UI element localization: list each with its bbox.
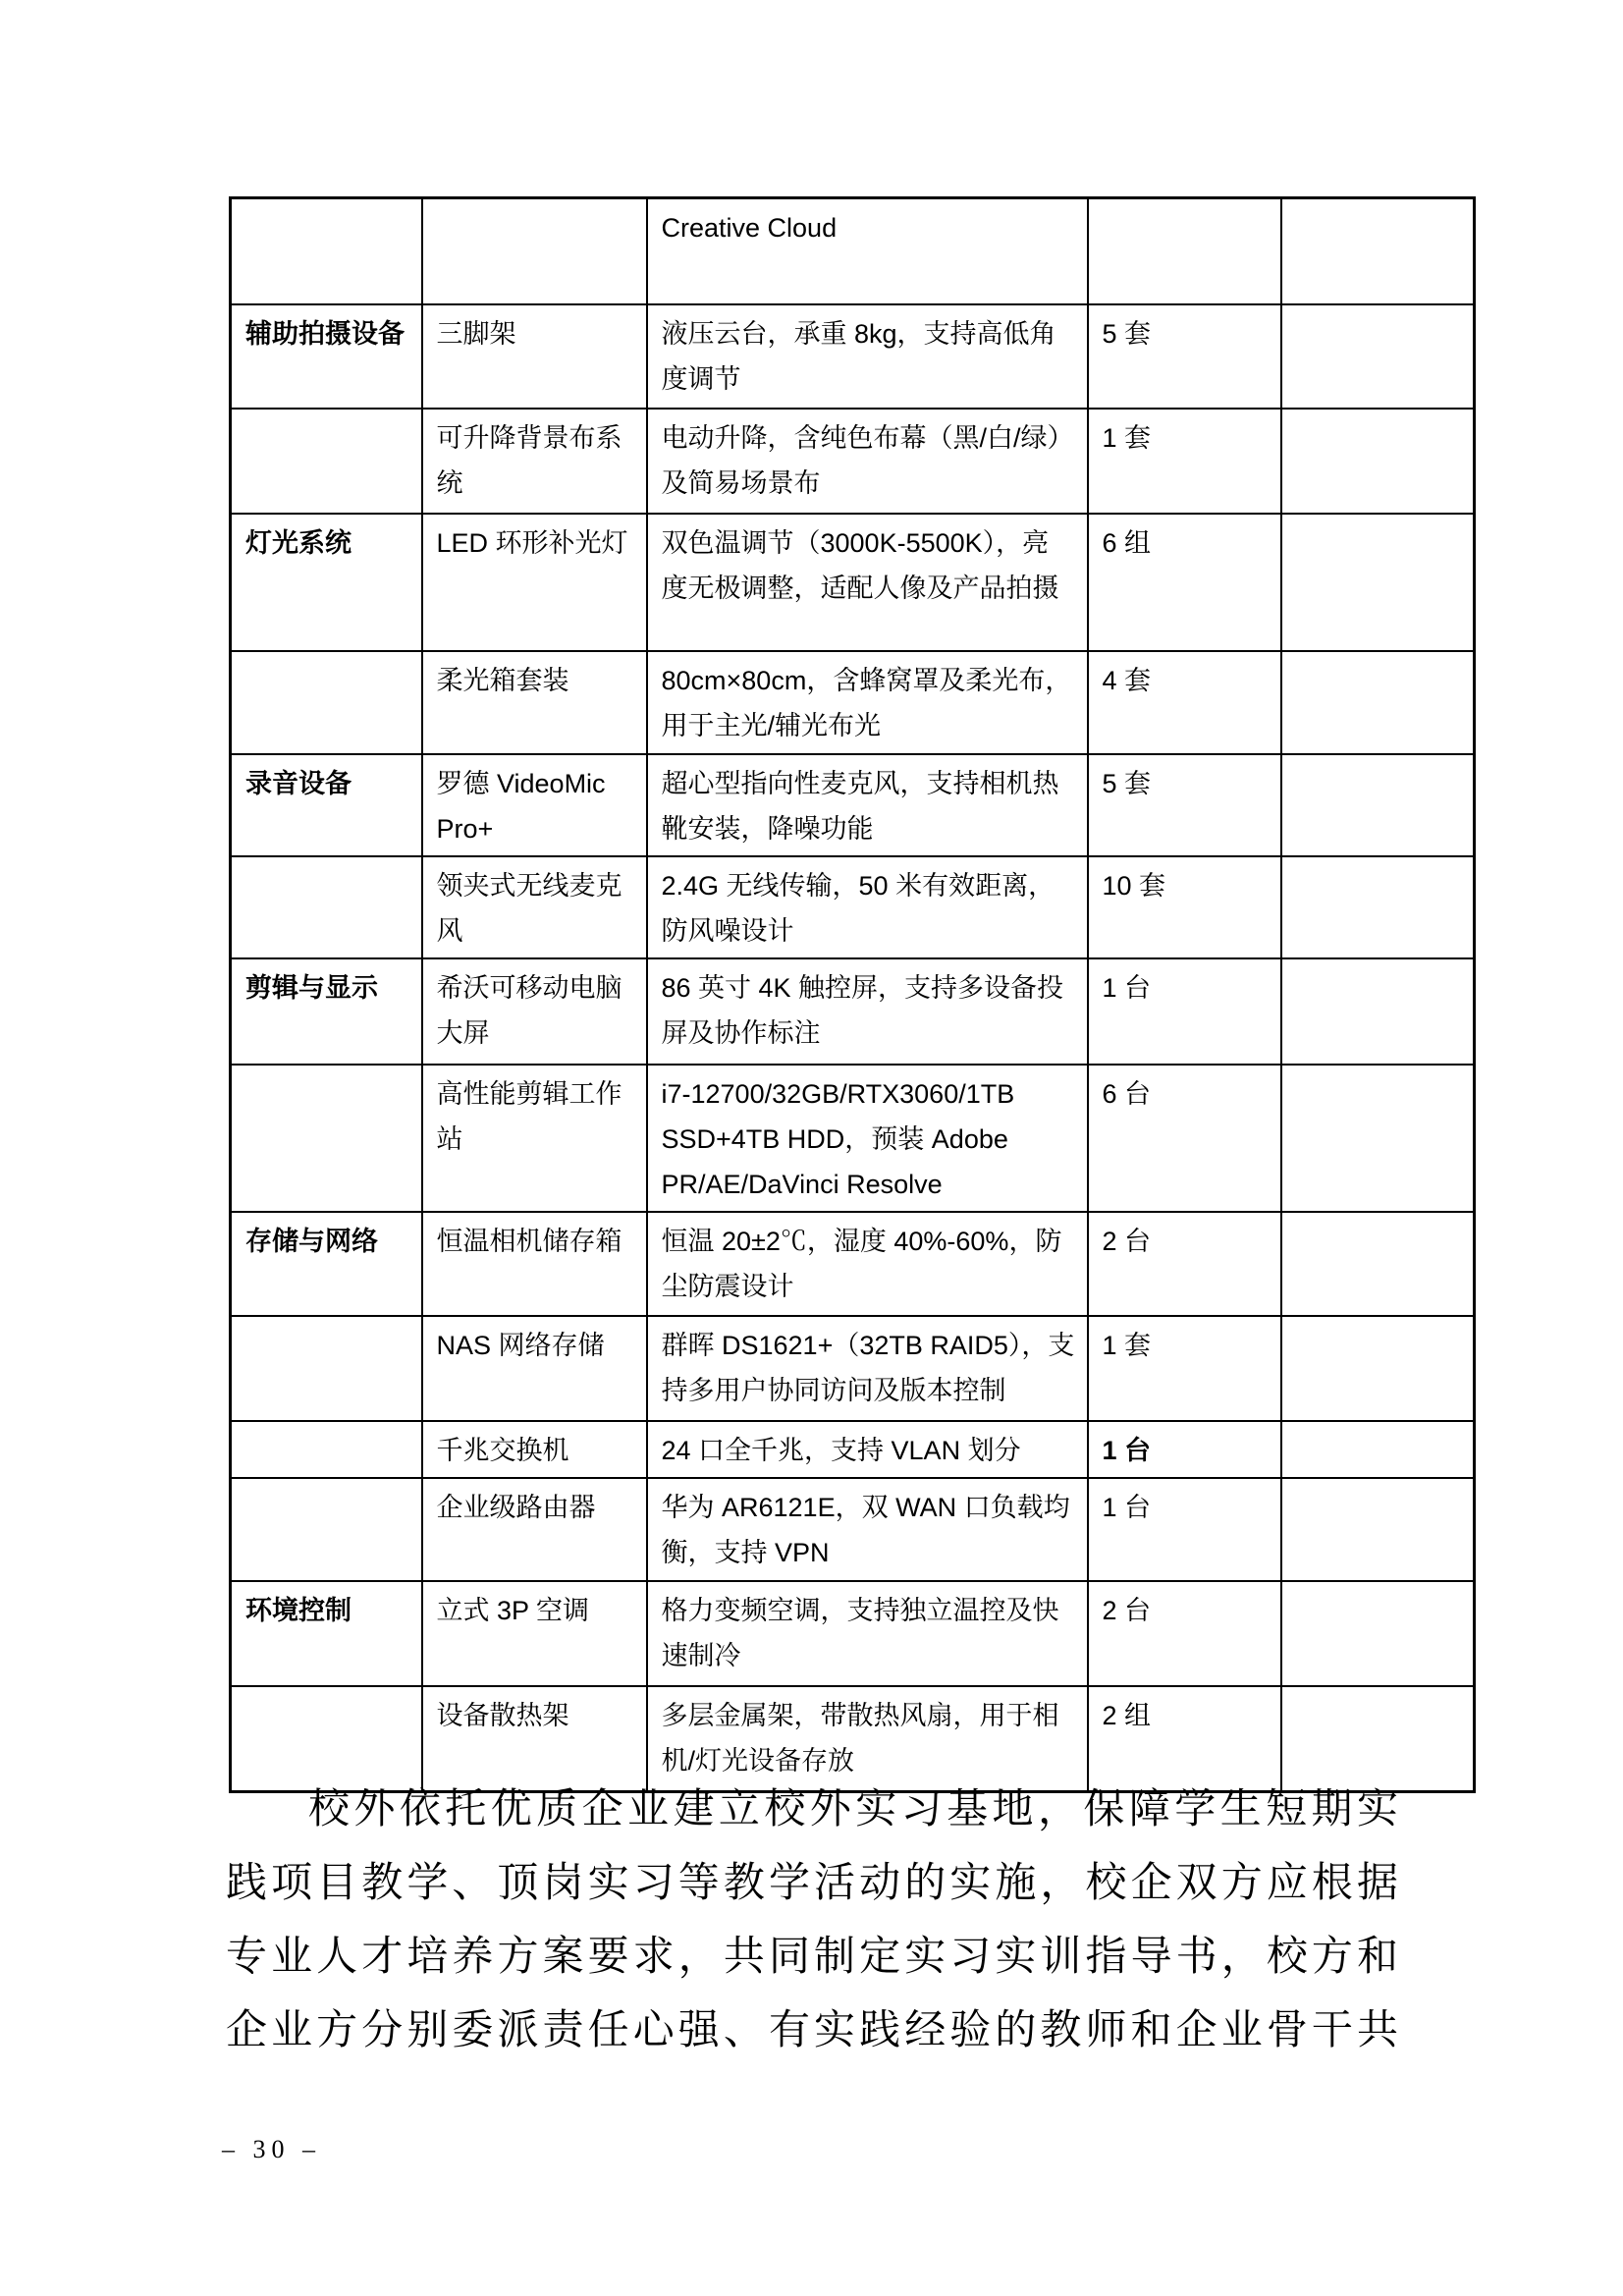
category-cell (231, 1478, 422, 1581)
quantity-cell: 6 台 (1088, 1065, 1281, 1212)
quantity-cell: 2 台 (1088, 1581, 1281, 1686)
note-cell (1281, 1421, 1475, 1478)
note-cell (1281, 958, 1475, 1065)
note-cell (1281, 514, 1475, 651)
note-cell (1281, 1316, 1475, 1421)
quantity-cell: 1 台 (1088, 958, 1281, 1065)
table-row (231, 304, 1475, 409)
table-row (231, 1212, 1475, 1316)
spec-cell: 格力变频空调，支持独立温控及快速制冷 (647, 1581, 1088, 1686)
note-cell (1281, 1065, 1475, 1212)
equipment-name-cell (422, 198, 647, 304)
table-row (231, 958, 1475, 1065)
table-row (231, 514, 1475, 651)
spec-cell: 双色温调节（3000K-5500K），亮度无极调整，适配人像及产品拍摄 (647, 514, 1088, 651)
note-cell (1281, 754, 1475, 856)
equipment-name-cell: 希沃可移动电脑大屏 (422, 958, 647, 1065)
table-row (231, 1478, 1475, 1581)
category-cell (231, 1316, 422, 1421)
category-cell: 录音设备 (231, 754, 422, 856)
table-row (231, 651, 1475, 754)
table-row (231, 1581, 1475, 1686)
spec-cell: 80cm×80cm，含蜂窝罩及柔光布，用于主光/辅光布光 (647, 651, 1088, 754)
category-cell: 灯光系统 (231, 514, 422, 651)
category-cell (231, 198, 422, 304)
equipment-name-cell: 恒温相机储存箱 (422, 1212, 647, 1316)
table-row (231, 1421, 1475, 1478)
quantity-cell: 1 套 (1088, 1316, 1281, 1421)
quantity-cell: 5 套 (1088, 304, 1281, 409)
category-cell (231, 1065, 422, 1212)
equipment-name-cell: 设备散热架 (422, 1686, 647, 1792)
quantity-cell: 1 台 (1088, 1421, 1281, 1478)
spec-cell: 恒温 20±2℃，湿度 40%-60%，防尘防震设计 (647, 1212, 1088, 1316)
spec-cell: 2.4G 无线传输，50 米有效距离，防风噪设计 (647, 856, 1088, 958)
equipment-name-cell: 罗德 VideoMic Pro+ (422, 754, 647, 856)
equipment-name-cell: 领夹式无线麦克风 (422, 856, 647, 958)
note-cell (1281, 304, 1475, 409)
table-row (231, 1316, 1475, 1421)
category-cell: 环境控制 (231, 1581, 422, 1686)
spec-cell: Creative Cloud (647, 198, 1088, 304)
paragraph-line: 校外依托优质企业建立校外实习基地，保障学生短期实 (308, 1787, 1398, 1832)
spec-cell: 群晖 DS1621+（32TB RAID5），支持多用户协同访问及版本控制 (647, 1316, 1088, 1421)
paragraph-line: 专业人才培养方案要求，共同制定实习实训指导书，校方和 (226, 1935, 1398, 1980)
table-row (231, 754, 1475, 856)
spec-cell: 24 口全千兆，支持 VLAN 划分 (647, 1421, 1088, 1478)
spec-cell: 多层金属架，带散热风扇，用于相机/灯光设备存放 (647, 1686, 1088, 1792)
note-cell (1281, 1212, 1475, 1316)
category-cell: 剪辑与显示 (231, 958, 422, 1065)
table-row (231, 409, 1475, 514)
note-cell (1281, 651, 1475, 754)
paragraph-line: 践项目教学、顶岗实习等教学活动的实施，校企双方应根据 (226, 1861, 1398, 1906)
quantity-cell: 4 套 (1088, 651, 1281, 754)
category-cell: 存储与网络 (231, 1212, 422, 1316)
spec-cell: 86 英寸 4K 触控屏，支持多设备投屏及协作标注 (647, 958, 1088, 1065)
spec-cell: 电动升降，含纯色布幕（黑/白/绿）及简易场景布 (647, 409, 1088, 514)
quantity-cell: 10 套 (1088, 856, 1281, 958)
note-cell (1281, 856, 1475, 958)
quantity-cell: 1 套 (1088, 409, 1281, 514)
body-paragraph (226, 1774, 1398, 2068)
page-number: – 30 – (222, 2135, 321, 2163)
note-cell (1281, 1478, 1475, 1581)
equipment-name-cell: 可升降背景布系统 (422, 409, 647, 514)
table-row (231, 198, 1475, 304)
equipment-name-cell: 企业级路由器 (422, 1478, 647, 1581)
quantity-cell: 2 台 (1088, 1212, 1281, 1316)
spec-cell: i7-12700/32GB/RTX3060/1TB SSD+4TB HDD，预装 Adobe PR/AE/DaVinci Resolve (647, 1065, 1088, 1212)
quantity-cell (1088, 198, 1281, 304)
spec-cell: 液压云台，承重 8kg，支持高低角度调节 (647, 304, 1088, 409)
equipment-name-cell: 千兆交换机 (422, 1421, 647, 1478)
category-cell (231, 1421, 422, 1478)
equipment-name-cell: NAS 网络存储 (422, 1316, 647, 1421)
category-cell: 辅助拍摄设备 (231, 304, 422, 409)
category-cell (231, 409, 422, 514)
note-cell (1281, 1581, 1475, 1686)
note-cell (1281, 409, 1475, 514)
equipment-name-cell: 立式 3P 空调 (422, 1581, 647, 1686)
quantity-cell: 2 组 (1088, 1686, 1281, 1792)
table-row (231, 856, 1475, 958)
quantity-cell: 1 台 (1088, 1478, 1281, 1581)
category-cell (231, 651, 422, 754)
paragraph-line: 企业方分别委派责任心强、有实践经验的教师和企业骨干共 (226, 2008, 1398, 2053)
spec-cell: 华为 AR6121E，双 WAN 口负载均衡，支持 VPN (647, 1478, 1088, 1581)
category-cell (231, 856, 422, 958)
quantity-cell: 6 组 (1088, 514, 1281, 651)
equipment-name-cell: 高性能剪辑工作站 (422, 1065, 647, 1212)
equipment-name-cell: 三脚架 (422, 304, 647, 409)
equipment-name-cell: 柔光箱套装 (422, 651, 647, 754)
table-row (231, 1065, 1475, 1212)
equipment-name-cell: LED 环形补光灯 (422, 514, 647, 651)
equipment-table (229, 196, 1476, 1793)
quantity-cell: 5 套 (1088, 754, 1281, 856)
note-cell (1281, 198, 1475, 304)
spec-cell: 超心型指向性麦克风，支持相机热靴安装，降噪功能 (647, 754, 1088, 856)
